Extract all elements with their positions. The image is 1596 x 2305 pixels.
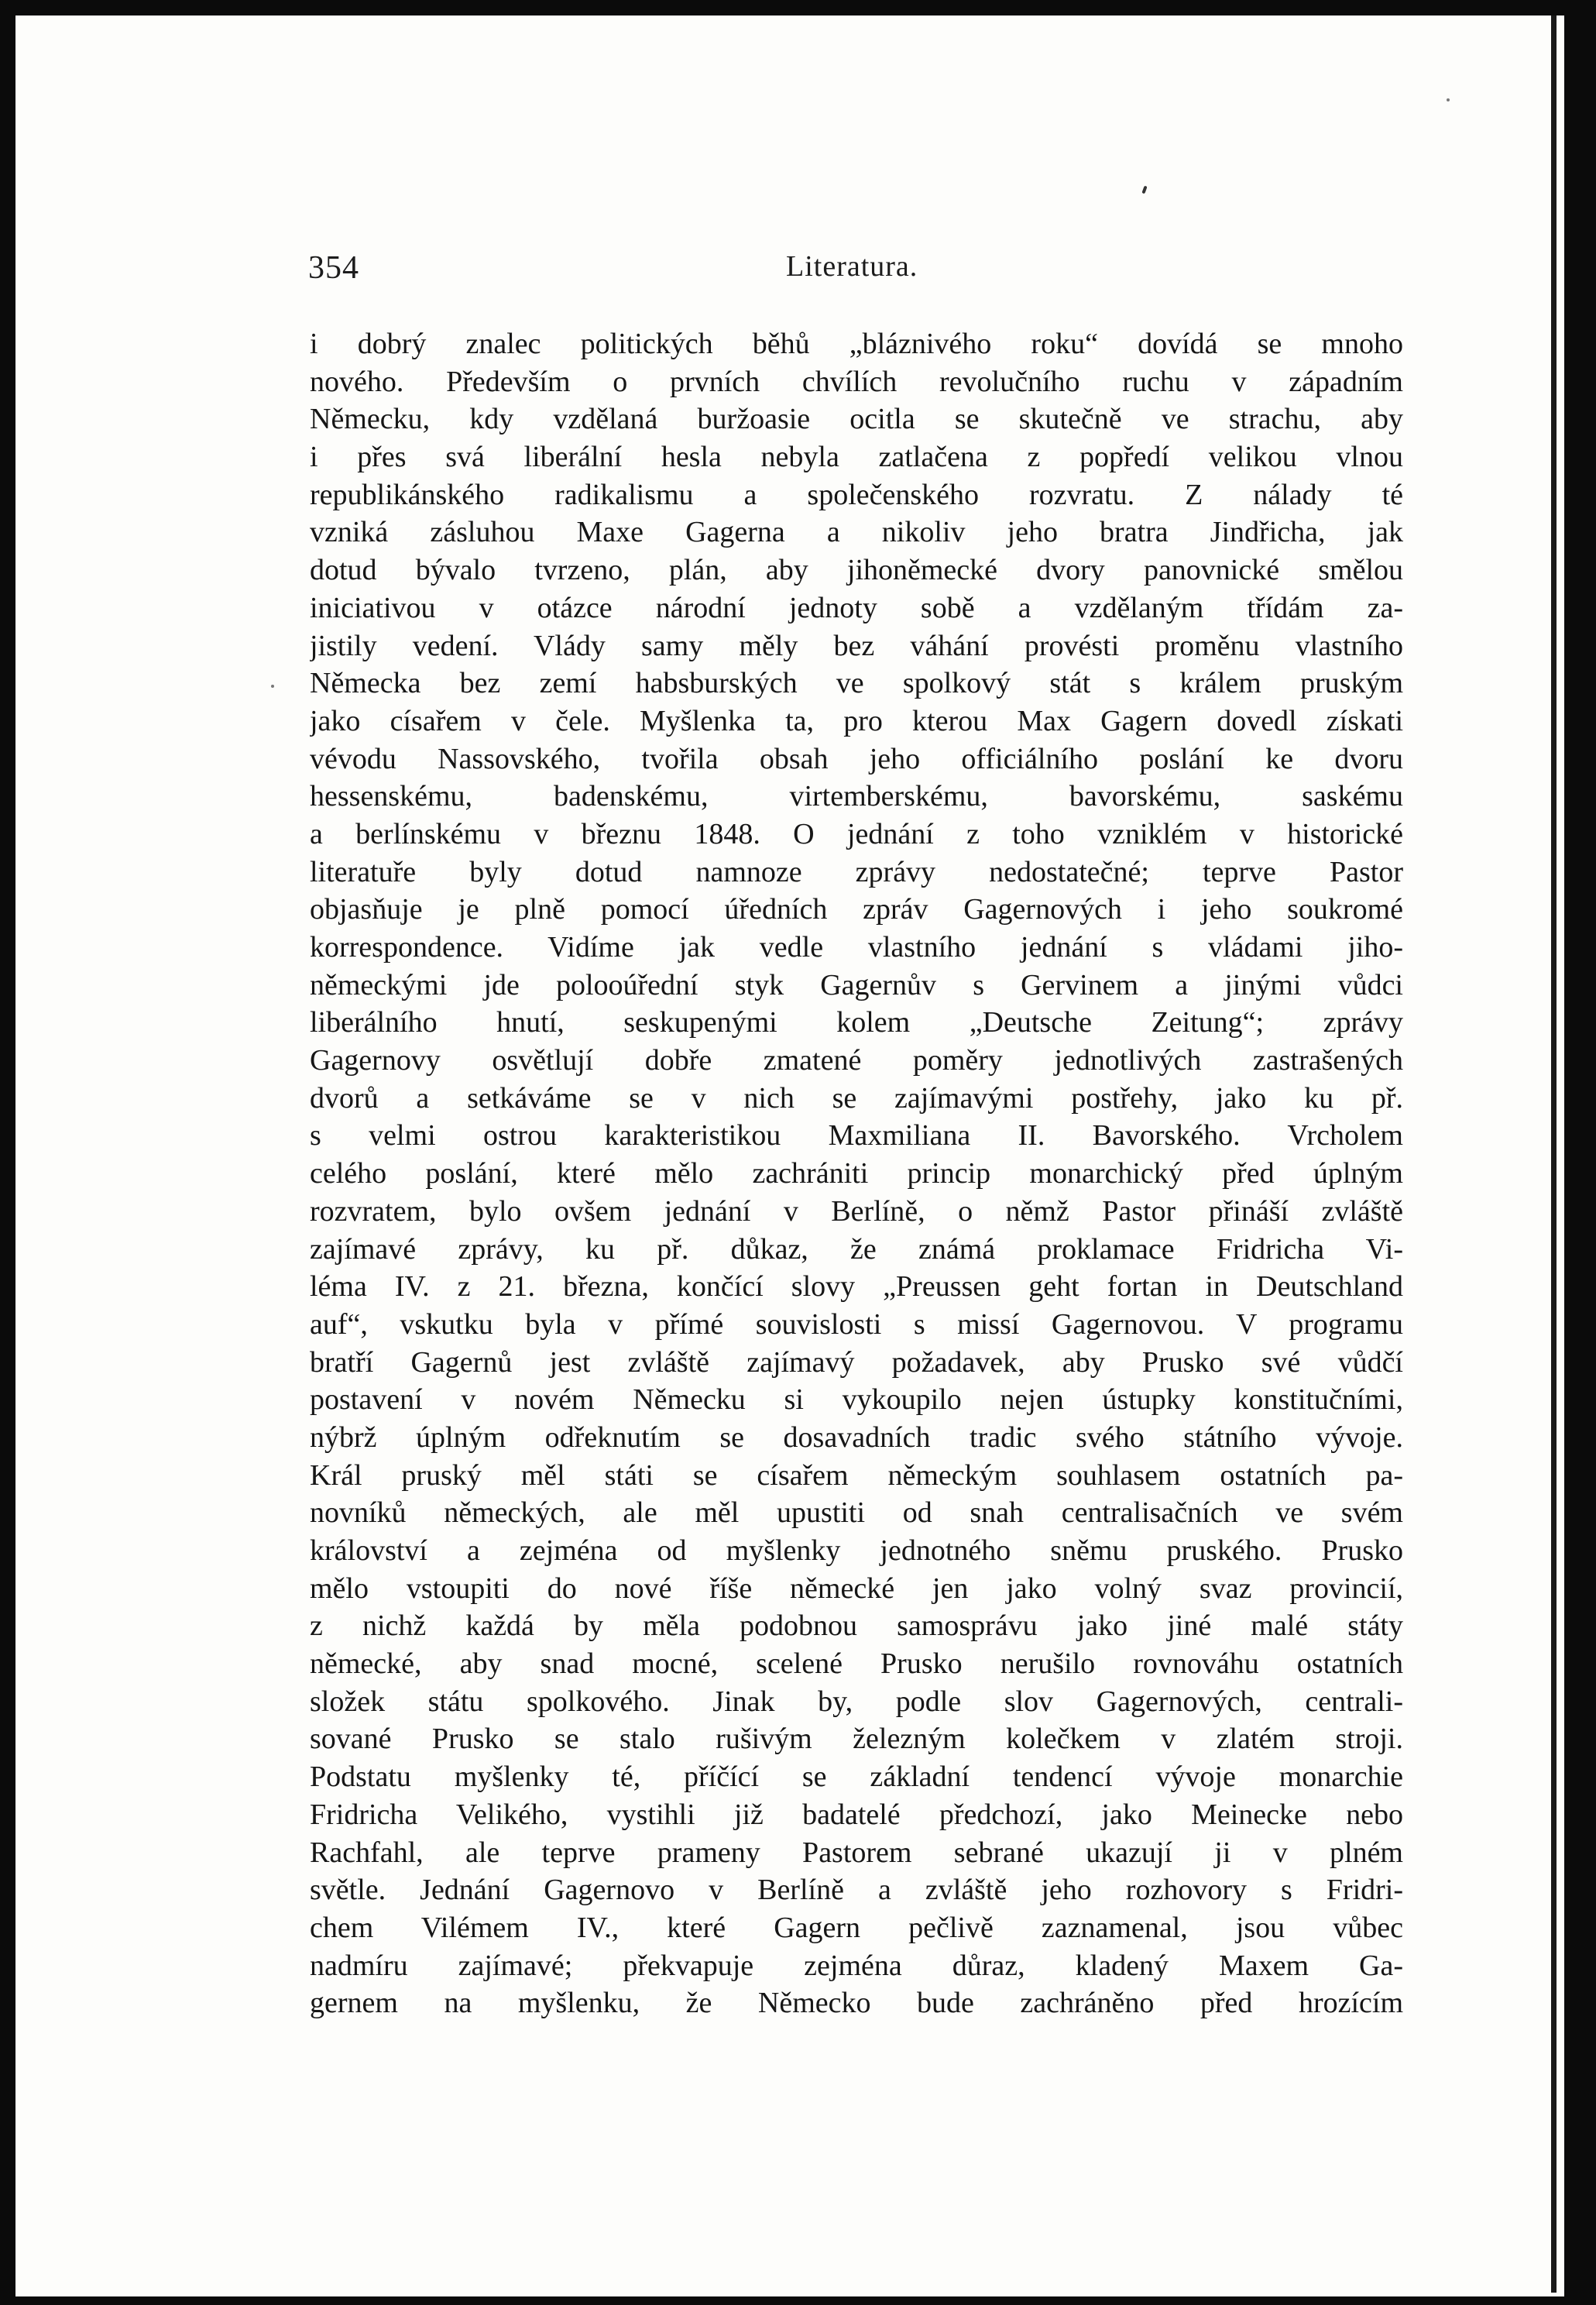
text-line: Král pruský měl státi se císařem německým souhlasem ostatních pa- [310, 1458, 1403, 1492]
running-title: Literatura. [786, 250, 918, 283]
text-line: Německa bez zemí habsburských ve spolkový stát s králem pruským [310, 667, 1403, 700]
text-line: nadmíru zajímavé; překvapuje zejména důraz, kladený Maxem Ga- [310, 1949, 1403, 1982]
text-line: Podstatu myšlenky té, příčící se základní tendencí vývoje monarchie [310, 1761, 1403, 1794]
text-line: vzniká zásluhou Maxe Gagerna a nikoliv jeho bratra Jindřicha, jak [310, 516, 1403, 549]
body-text [310, 325, 1403, 2022]
page-header [308, 249, 1408, 296]
text-line: postavení v novém Německu si vykoupilo nejen ústupky konstitučními, [310, 1383, 1403, 1417]
text-line: Rachfahl, ale teprve prameny Pastorem sebrané ukazují ji v plném [310, 1836, 1403, 1869]
text-line: objasňuje je plně pomocí úředních zpráv Gagernových i jeho soukromé [310, 893, 1403, 926]
text-line: republikánského radikalismu a společenského rozvratu. Z nálady té [310, 478, 1403, 511]
ink-dot [271, 685, 274, 688]
text-line: literatuře byly dotud namnoze zprávy nedostatečné; teprve Pastor [310, 855, 1403, 888]
text-line: gernem na myšlenku, že Německo bude zachráněno před hrozícím [310, 1987, 1403, 2020]
text-line: sované Prusko se stalo rušivým železným kolečkem v zlatém stroji. [310, 1723, 1403, 1756]
text-line: Německu, kdy vzdělaná buržoasie ocitla se skutečně ve strachu, aby [310, 403, 1403, 436]
text-line: Fridricha Velikého, vystihli již badatelé předchozí, jako Meinecke nebo [310, 1798, 1403, 1831]
text-line: hessenskému, badenskému, virtemberskému, bavorskému, saskému [310, 780, 1403, 813]
text-line: zajímavé zprávy, ku př. důkaz, že známá proklamace Fridricha Vi- [310, 1232, 1403, 1266]
text-line: mělo vstoupiti do nové říše německé jen jako volný svaz provincií, [310, 1572, 1403, 1605]
text-line: království a zejména od myšlenky jednotného sněmu pruského. Prusko [310, 1534, 1403, 1567]
text-line: rozvratem, bylo ovšem jednání v Berlíně, o němž Pastor přináší zvláště [310, 1194, 1403, 1228]
text-line: bratří Gagernů jest zvláště zajímavý požadavek, aby Prusko své vůdčí [310, 1345, 1403, 1379]
text-line: dotud bývalo tvrzeno, plán, aby jihoněmecké dvory panovnické smělou [310, 554, 1403, 587]
text-line: jako císařem v čele. Myšlenka ta, pro kterou Max Gagern dovedl získati [310, 704, 1403, 737]
ink-dot [1447, 98, 1450, 101]
text-line: auf“, vskutku byla v přímé souvislosti s missí Gagernovou. V programu [310, 1307, 1403, 1341]
text-line: německými jde polooúřední styk Gagernův s Gervinem a jinými vůdci [310, 968, 1403, 1001]
text-line: jistily vedení. Vlády samy měly bez váhání provésti proměnu vlastního [310, 629, 1403, 662]
text-line: dvorů a setkáváme se v nich se zajímavými postřehy, jako ku př. [310, 1081, 1403, 1115]
text-line: Gagernovy osvětlují dobře zmatené poměry jednotlivých zastrašených [310, 1044, 1403, 1077]
text-line: s velmi ostrou karakteristikou Maxmiliana II. Bavorského. Vrcholem [310, 1119, 1403, 1152]
text-line: novníků německých, ale měl upustiti od snah centralisačních ve svém [310, 1496, 1403, 1530]
text-line: a berlínskému v březnu 1848. O jednání z toho vzniklém v historické [310, 817, 1403, 850]
text-line: chem Vilémem IV., které Gagern pečlivě zaznamenal, jsou vůbec [310, 1911, 1403, 1944]
text-line: léma IV. z 21. března, končící slovy „Preussen geht fortan in Deutschland [310, 1270, 1403, 1304]
text-line: nového. Především o prvních chvílích revolučního ruchu v západním [310, 365, 1403, 398]
text-line: z nichž každá by měla podobnou samosprávu jako jiné malé státy [310, 1609, 1403, 1643]
text-line: nýbrž úplným odřeknutím se dosavadních tradic svého státního vývoje. [310, 1420, 1403, 1454]
text-line: i přes svá liberální hesla nebyla zatlačena z popředí velikou vlnou [310, 441, 1403, 474]
text-line: liberálního hnutí, seskupenými kolem „Deutsche Zeitung“; zprávy [310, 1006, 1403, 1039]
text-line: celého poslání, které mělo zachrániti princip monarchický před úplným [310, 1157, 1403, 1190]
page-number: 354 [308, 250, 359, 286]
text-line: iniciativou v otázce národní jednoty sobě a vzdělaným třídám za- [310, 591, 1403, 624]
text-line: složek státu spolkového. Jinak by, podle slov Gagernových, centrali- [310, 1685, 1403, 1718]
text-line: německé, aby snad mocné, scelené Prusko nerušilo rovnováhu ostatních [310, 1647, 1403, 1681]
text-line: i dobrý znalec politických běhů „bláznivého roku“ dovídá se mnoho [310, 328, 1403, 360]
text-line: vévodu Nassovského, tvořila obsah jeho officiálního poslání ke dvoru [310, 742, 1403, 775]
text-line: světle. Jednání Gagernovo v Berlíně a zvláště jeho rozhovory s Fridri- [310, 1874, 1403, 1907]
text-line: korrespondence. Vidíme jak vedle vlastního jednání s vládami jiho- [310, 931, 1403, 964]
page-edge-rule [1551, 15, 1557, 2293]
